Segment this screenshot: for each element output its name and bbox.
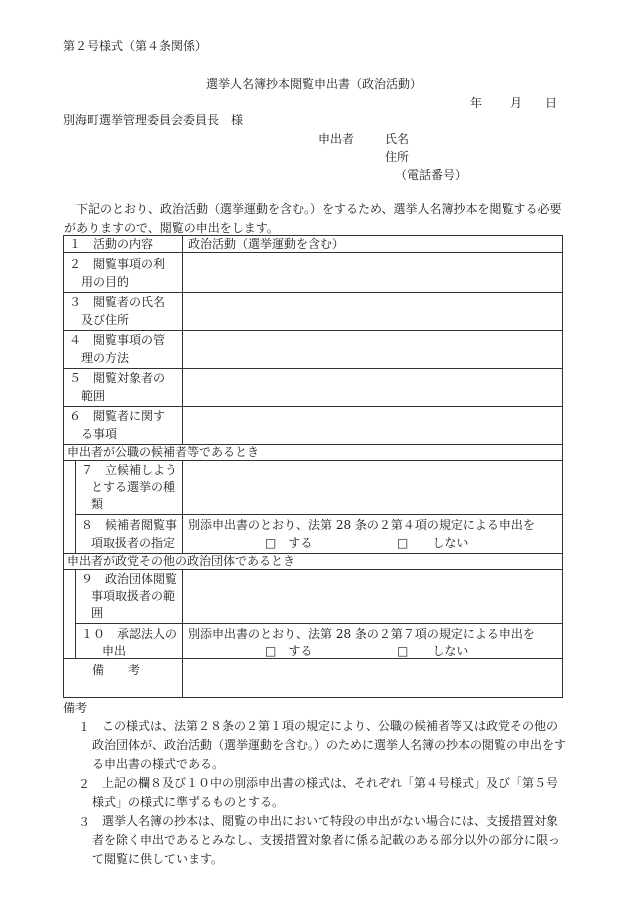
row-party-handler-label-1: ９ 政治団体閲覧 [81,572,178,586]
document-title: 選挙人名簿抄本閲覧申出書（政治活動） [206,77,423,91]
note-3-number: ３ [78,815,91,829]
row-approved-corp-label-2: 申出 [102,644,127,658]
row-election-type-label-3: 類 [91,497,104,511]
applicant-address-label: 住所 [385,150,410,164]
form-number-label: 第２号様式（第４条関係） [63,39,208,53]
checkbox-candidate-do[interactable]: □ する [265,536,313,550]
addressee: 別海町選挙管理委員会委員長 様 [63,113,244,127]
row-viewer-name-label-1: ３ 閲覧者の氏名 [69,295,166,309]
note-1-number: １ [78,720,91,734]
date-year: 年 [470,96,483,110]
note-1-line-2: 政治団体が、政治活動（選挙運動を含む。）のために選挙人名簿の抄本の閲覧の申出をす [92,738,567,752]
row-election-type-label-1: ７ 立候補しよう [81,463,178,477]
section-candidate-heading: 申出者が公職の候補者等であるとき [67,445,260,459]
row-candidate-handler-value: 別添申出書のとおり、法第 28 条の２第４項の規定による申出を [188,518,535,532]
checkbox-candidate-dont[interactable]: □ しない [397,536,469,550]
row-candidate-handler-label-1: ８ 候補者閲覧事 [81,518,178,532]
row-purpose-label-2: 用の目的 [81,275,130,289]
row-activity-value: 政治活動（選挙運動を含む） [188,237,345,251]
notes-heading: 備考 [63,701,88,715]
section-party-heading: 申出者が政党その他の政治団体であるとき [67,554,296,568]
row-management-label-1: ４ 閲覧事項の管 [69,333,166,347]
row-management-label-2: 理の方法 [81,351,130,365]
note-2-line-1: 上記の欄８及び１０中の別添申出書の様式は、それぞれ「第４号様式」及び「第５号 [102,776,559,790]
checkbox-corp-do[interactable]: □ する [265,644,313,658]
note-2-line-2: 様式」の様式に準ずるものとする。 [92,795,285,809]
note-1-line-3: る申出書の様式である。 [92,757,225,771]
row-candidate-handler-label-2: 項取扱者の指定 [91,536,176,550]
applicant-label: 申出者 [318,132,355,146]
row-approved-corp-label-1: １０ 承認法人の [81,627,178,641]
row-viewer-name-label-2: 及び住所 [81,313,130,327]
note-3-line-1: 選挙人名簿の抄本は、閲覧の申出において特段の申出がない場合には、支援措置対象 [102,814,559,828]
note-3-line-3: て閲覧に供しています。 [92,852,224,866]
note-2-number: ２ [78,777,91,791]
note-3-line-2: 者を除く申出であるとみなし、支援措置対象者に係る記載のある部分以外の部分に限っ [92,833,561,847]
row-scope-label-1: ５ 閲覧対象者の [69,371,166,385]
row-scope-label-2: 範囲 [81,389,106,403]
note-1-line-1: この様式は、法第２８条の２第１項の規定により、公職の候補者等又は政党その他の [102,719,559,733]
row-remarks-label: 備 考 [92,663,141,677]
date-day: 日 [545,96,558,110]
applicant-phone-label: （電話番号） [395,168,468,182]
row-party-handler-label-2: 事項取扱者の範 [91,589,176,603]
date-month: 月 [510,96,523,110]
checkbox-corp-dont[interactable]: □ しない [397,644,469,658]
intro-paragraph: 下記のとおり、政治活動（選挙運動を含む。）をするため、選挙人名簿抄本を閲覧する必要がありますので、閲覧の申出をします。 [64,202,562,235]
row-activity-label: １ 活動の内容 [69,237,154,251]
row-viewer-info-label-1: ６ 閲覧者に関す [69,409,166,423]
row-party-handler-label-3: 囲 [91,606,104,620]
applicant-name-label: 氏名 [385,132,410,146]
row-approved-corp-value: 別添申出書のとおり、法第 28 条の２第７項の規定による申出を [188,627,535,641]
row-viewer-info-label-2: る事項 [81,427,118,441]
row-purpose-label-1: ２ 閲覧事項の利 [69,257,166,271]
row-election-type-label-2: とする選挙の種 [91,480,176,494]
